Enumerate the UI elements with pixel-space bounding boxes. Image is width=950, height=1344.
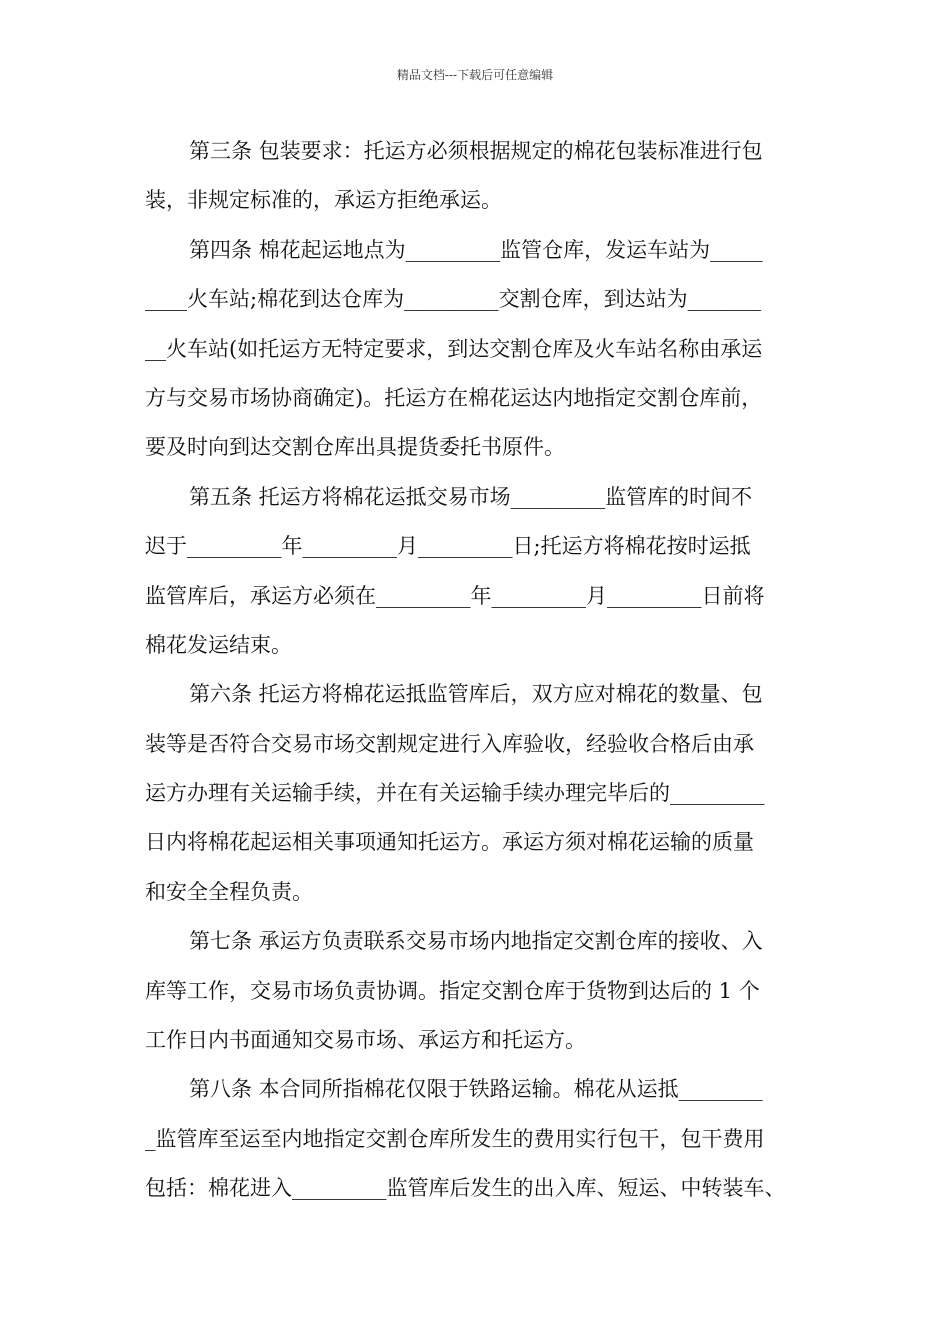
article-7-line-1: 第七条 承运方负责联系交易市场内地指定交割仓库的接收、入: [189, 929, 763, 954]
article-5-line-2: 迟于_________年_________月_________日;托运方将棉花按时运抵: [145, 534, 751, 559]
article-4-line-3: __火车站(如托运方无特定要求，到达交割仓库及火车站名称由承运: [145, 336, 763, 361]
article-6-line-3: 运方办理有关运输手续，并在有关运输手续办理完毕后的_________: [145, 781, 765, 806]
article-5-line-1: 第五条 托运方将棉花运抵交易市场_________监管库的时间不: [189, 484, 753, 509]
article-8-line-1: 第八条 本合同所指棉花仅限于铁路运输。棉花从运抵________: [189, 1077, 763, 1102]
document-body: [145, 127, 810, 1214]
article-3-line-1: 第三条 包装要求：托运方必须根据规定的棉花包装标准进行包: [189, 139, 763, 163]
article-3-line-2: 装，非规定标准的，承运方拒绝承运。: [145, 188, 502, 213]
article-5-line-4: 棉花发运结束。: [145, 632, 292, 657]
article-6-line-4: 日内将棉花起运相关事项通知托运方。承运方须对棉花运输的质量: [145, 830, 754, 855]
page-header: 精品文档---下载后可任意编辑: [396, 68, 554, 82]
article-6-line-5: 和安全全程负责。: [145, 879, 313, 904]
article-4-line-4: 方与交易市场协商确定)。托运方在棉花运达内地指定交割仓库前，: [145, 385, 763, 410]
article-8-line-3: 包括：棉花进入_________监管库后发生的出入库、短运、中转装车、: [145, 1176, 786, 1201]
article-8-line-2: _监管库至运至内地指定交割仓库所发生的费用实行包干，包干费用: [145, 1126, 765, 1151]
article-7-line-2: 库等工作，交易市场负责协调。指定交割仓库于货物到达后的 1 个: [145, 978, 760, 1003]
article-5-line-3: 监管库后，承运方必须在_________年_________月_________日前将: [145, 583, 765, 608]
article-4-line-5: 要及时向到达交割仓库出具提货委托书原件。: [145, 435, 565, 460]
article-4-line-1: 第四条 棉花起运地点为_________监管仓库，发运车站为_____: [189, 237, 763, 262]
article-4-line-2: ____火车站;棉花到达仓库为_________交割仓库，到达站为_______: [145, 287, 762, 312]
article-6-line-1: 第六条 托运方将棉花运抵监管库后，双方应对棉花的数量、包: [189, 682, 763, 707]
article-7-line-3: 工作日内书面通知交易市场、承运方和托运方。: [145, 1028, 586, 1053]
article-6-line-2: 装等是否符合交易市场交割规定进行入库验收，经验收合格后由承: [145, 731, 754, 756]
